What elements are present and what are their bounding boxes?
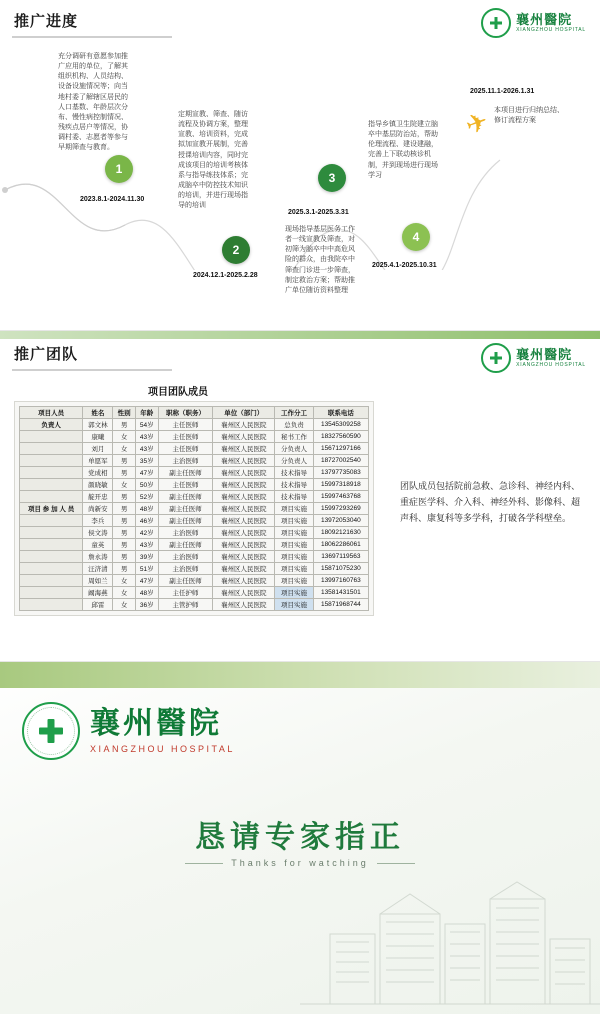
milestone-text-5: 本项目进行归纳总结、修订流程方案 (494, 107, 564, 125)
table-header-cell: 工作分工 (275, 407, 313, 419)
table-cell (20, 479, 83, 491)
table-cell: 男 (113, 539, 135, 551)
brand-name-en: XIANGZHOU HOSPITAL (516, 26, 586, 33)
hospital-cross-logo-icon (22, 702, 80, 760)
table-cell: 男 (113, 515, 135, 527)
table-cell: 51岁 (135, 563, 158, 575)
table-cell: 襄州区人民医院 (213, 443, 275, 455)
table-cell: 周如兰 (83, 575, 113, 587)
table-cell: 襄州区人民医院 (213, 479, 275, 491)
table-row (20, 587, 369, 599)
table-cell: 男 (113, 491, 135, 503)
table-cell: 43岁 (135, 443, 158, 455)
table-cell: 52岁 (135, 491, 158, 503)
table-cell: 副主任医师 (158, 491, 212, 503)
table-cell: 主任护师 (158, 587, 212, 599)
table-cell: 主任医师 (158, 431, 212, 443)
table-cell: 邱雷 (83, 599, 113, 611)
slide-thanks (0, 662, 600, 1014)
slide-promotion-team (0, 331, 600, 662)
table-cell: 襄州区人民医院 (213, 539, 275, 551)
table-row (20, 599, 369, 611)
top-color-band (0, 331, 600, 339)
table-cell: 男 (113, 527, 135, 539)
table-cell: 女 (113, 575, 135, 587)
table-cell: 主任医师 (158, 479, 212, 491)
brand-name-cn: 襄州醫院 (516, 347, 573, 363)
brand-name-cn: 襄州醫院 (90, 706, 222, 740)
table-cell: 阚海燕 (83, 587, 113, 599)
table-cell: 13997160763 (313, 575, 368, 587)
table-row (20, 419, 369, 431)
table-header-cell: 项目人员 (20, 407, 83, 419)
table-cell: 颜晓敏 (83, 479, 113, 491)
table-cell: 47岁 (135, 575, 158, 587)
table-cell: 主管护师 (158, 599, 212, 611)
table-cell: 副主任医师 (158, 503, 212, 515)
milestone-node-2[interactable]: 2 (222, 236, 250, 264)
table-cell (20, 455, 83, 467)
airplane-icon: ✈ (461, 105, 493, 141)
thanks-subtitle-text: Thanks for watching (231, 858, 369, 868)
table-cell: 男 (113, 419, 135, 431)
table-row (20, 539, 369, 551)
table-cell: 13545309258 (313, 419, 368, 431)
table-cell: 女 (113, 587, 135, 599)
table-cell (20, 539, 83, 551)
table-cell: 尚新安 (83, 503, 113, 515)
table-body (20, 419, 369, 611)
table-cell: 47岁 (135, 467, 158, 479)
table-cell: 男 (113, 503, 135, 515)
table-cell: 襄州区人民医院 (213, 587, 275, 599)
table-cell: 主治医师 (158, 551, 212, 563)
hospital-building-illustration (300, 864, 600, 1014)
brand-logo (481, 343, 586, 373)
table-cell: 襄州区人民医院 (213, 419, 275, 431)
table-cell: 50岁 (135, 479, 158, 491)
table-cell: 襄州区人民医院 (213, 431, 275, 443)
top-color-band (0, 662, 600, 688)
table-cell: 39岁 (135, 551, 158, 563)
table-cell: 18092121630 (313, 527, 368, 539)
table-cell: 项目实施 (275, 503, 313, 515)
table-cell: 项目实施 (275, 575, 313, 587)
table-cell (20, 467, 83, 479)
table-header-row (20, 407, 369, 419)
table-cell: 项目实施 (275, 563, 313, 575)
table-cell: 靛开忠 (83, 491, 113, 503)
table-row (20, 491, 369, 503)
table-cell: 男 (113, 455, 135, 467)
table-cell: 技术指导 (275, 479, 313, 491)
table-cell: 康曦 (83, 431, 113, 443)
table-cell: 13797735083 (313, 467, 368, 479)
table-cell: 项目实施 (275, 587, 313, 599)
milestone-date-5: 2025.11.1-2026.1.31 (470, 88, 535, 95)
table-cell: 女 (113, 599, 135, 611)
table-row (20, 431, 369, 443)
table-cell: 36岁 (135, 599, 158, 611)
table-cell: 13697119563 (313, 551, 368, 563)
table-cell: 副主任医师 (158, 467, 212, 479)
table-title: 项目团队成员 (148, 387, 208, 398)
table-cell: 李兵 (83, 515, 113, 527)
table-cell (20, 491, 83, 503)
table-cell: 主治医师 (158, 527, 212, 539)
table-cell: 48岁 (135, 587, 158, 599)
table-row (20, 443, 369, 455)
table-row (20, 455, 369, 467)
table-cell: 副主任医师 (158, 539, 212, 551)
table-cell: 襄州区人民医院 (213, 563, 275, 575)
milestone-text-3: 现场指导基层医务工作者一线宣教及筛查，对初筛为脑卒中中高危风险的群众，由我院卒中筛查门诊进一步筛查，制定救治方案；帮助推广单位随访资料整理 (285, 226, 355, 294)
table-header-cell: 联系电话 (313, 407, 368, 419)
table-cell: 男 (113, 563, 135, 575)
table-cell: 15997463768 (313, 491, 368, 503)
table-cell: 襄州区人民医院 (213, 515, 275, 527)
table-cell: 主任医师 (158, 419, 212, 431)
table-cell: 总负责 (275, 419, 313, 431)
table-cell: 项目实施 (275, 539, 313, 551)
table-cell: 郭文林 (83, 419, 113, 431)
table-cell: 15871075230 (313, 563, 368, 575)
brand-logo (481, 8, 586, 38)
brand-logo-large (22, 702, 235, 760)
table-cell: 主治医师 (158, 563, 212, 575)
table-cell: 项目实施 (275, 515, 313, 527)
table-header-cell: 姓名 (83, 407, 113, 419)
table-cell (20, 431, 83, 443)
table-row (20, 563, 369, 575)
slide-promotion-progress (0, 0, 600, 331)
table-cell: 技术指导 (275, 491, 313, 503)
table-header-cell: 职称（职务） (158, 407, 212, 419)
milestone-text-4: 指导乡镇卫生院建立脑卒中基层防治站，帮助伦理流程、建设建融，完善上下联动核诊机制，并到现场进行现场学习 (368, 121, 438, 179)
table-cell: 詹永涛 (83, 551, 113, 563)
table-cell: 42岁 (135, 527, 158, 539)
table-cell: 分负责人 (275, 443, 313, 455)
table-cell: 48岁 (135, 503, 158, 515)
page-title: 推广团队 (14, 346, 79, 363)
table-cell (20, 599, 83, 611)
table-cell: 18327560590 (313, 431, 368, 443)
milestone-node-4[interactable]: 4 (402, 223, 430, 251)
table-cell: 秘书工作 (275, 431, 313, 443)
table-cell: 46岁 (135, 515, 158, 527)
table-cell: 侯文涛 (83, 527, 113, 539)
milestone-date-4: 2025.4.1-2025.10.31 (372, 262, 437, 269)
table-cell: 项目实施 (275, 527, 313, 539)
table-cell: 单愿军 (83, 455, 113, 467)
table-row (20, 551, 369, 563)
table-cell: 43岁 (135, 431, 158, 443)
table-cell: 女 (113, 443, 135, 455)
table-row (20, 467, 369, 479)
table-row (20, 515, 369, 527)
table-header-cell: 年龄 (135, 407, 158, 419)
brand-name-en: XIANGZHOU HOSPITAL (90, 743, 235, 754)
table-cell: 刘月 (83, 443, 113, 455)
table-cell: 襄州区人民医院 (213, 503, 275, 515)
table-cell: 13581431501 (313, 587, 368, 599)
hospital-cross-logo-icon (481, 343, 511, 373)
table-cell: 襄州区人民医院 (213, 491, 275, 503)
table-cell: 15671297166 (313, 443, 368, 455)
table-cell: 项目实施 (275, 599, 313, 611)
table-header-cell: 单位（部门） (213, 407, 275, 419)
table-cell: 18727002540 (313, 455, 368, 467)
milestone-text-1: 充分调研有意愿参加推广应用的单位，了解其组织机构、人员结构、设备设施情况等；向当地村委了解辖区居民的人口基数、年龄层次分布、慢性病控制情况、残疾点居户等情况，协调村委、志愿者等参与早期筛查与教育。 (58, 53, 128, 152)
table-cell: 女 (113, 431, 135, 443)
table-header-cell: 性别 (113, 407, 135, 419)
table-cell: 15997293269 (313, 503, 368, 515)
table-cell (20, 575, 83, 587)
table-cell (20, 551, 83, 563)
thanks-heading: 恳请专家指正 (195, 821, 405, 854)
table-cell (20, 515, 83, 527)
milestone-date-3: 2025.3.1-2025.3.31 (288, 209, 349, 216)
table-cell: 女 (113, 479, 135, 491)
table-cell (20, 527, 83, 539)
title-underline (12, 369, 172, 371)
table-cell: 襄州区人民医院 (213, 455, 275, 467)
table-cell: 党成相 (83, 467, 113, 479)
table-cell: 18062286061 (313, 539, 368, 551)
table-cell: 主任医师 (158, 443, 212, 455)
table-cell: 技术指导 (275, 467, 313, 479)
brand-name-cn: 襄州醫院 (516, 12, 573, 28)
hospital-cross-logo-icon (481, 8, 511, 38)
team-table (19, 406, 369, 611)
table-cell (20, 443, 83, 455)
table-cell: 副主任医师 (158, 515, 212, 527)
team-note: 团队成员包括院前急救、急诊科、神经内科、重症医学科、介入科、神经外科、影像科、超声科、康复科等多学科，打破各学科壁垒。 (400, 481, 581, 523)
table-cell: 襄州区人民医院 (213, 599, 275, 611)
table-cell (20, 587, 83, 599)
milestone-date-1: 2023.8.1-2024.11.30 (80, 196, 145, 203)
table-cell: 汪济清 (83, 563, 113, 575)
table-cell: 43岁 (135, 539, 158, 551)
table-cell: 襄州区人民医院 (213, 467, 275, 479)
team-table-container (14, 401, 374, 616)
table-cell: 男 (113, 551, 135, 563)
milestone-node-1[interactable]: 1 (105, 155, 133, 183)
table-cell (20, 563, 83, 575)
table-cell: 副主任医师 (158, 575, 212, 587)
title-underline (12, 36, 172, 38)
table-cell: 负责人 (20, 419, 83, 431)
milestone-text-2: 定期宣教、筛查、随访流程及协调方案，整理宣教、培训资料，完成拟加宣教开展制，完善授课培训内容，同时完成该项目的培训考核体系与指导练技体系；完成脑卒中防控技术知识的培训，并进行现场指导的培训 (178, 111, 248, 210)
table-cell: 襄州区人民医院 (213, 527, 275, 539)
milestone-date-2: 2024.12.1-2025.2.28 (193, 272, 258, 279)
table-cell: 男 (113, 467, 135, 479)
table-cell: 项目实施 (275, 551, 313, 563)
milestone-node-3[interactable]: 3 (318, 164, 346, 192)
table-cell: 15997318918 (313, 479, 368, 491)
table-cell: 15871968744 (313, 599, 368, 611)
table-row (20, 479, 369, 491)
page-title: 推广进度 (14, 13, 79, 30)
table-cell: 13972053040 (313, 515, 368, 527)
table-cell: 襄州区人民医院 (213, 551, 275, 563)
table-row (20, 527, 369, 539)
table-cell: 分负责人 (275, 455, 313, 467)
table-cell: 主治医师 (158, 455, 212, 467)
table-cell: 襄州区人民医院 (213, 575, 275, 587)
table-cell: 54岁 (135, 419, 158, 431)
brand-name-en: XIANGZHOU HOSPITAL (516, 361, 586, 368)
table-row (20, 575, 369, 587)
table-cell: 35岁 (135, 455, 158, 467)
table-row (20, 503, 369, 515)
table-cell: 童英 (83, 539, 113, 551)
table-cell: 项目 参 加 人 员 (20, 503, 83, 515)
